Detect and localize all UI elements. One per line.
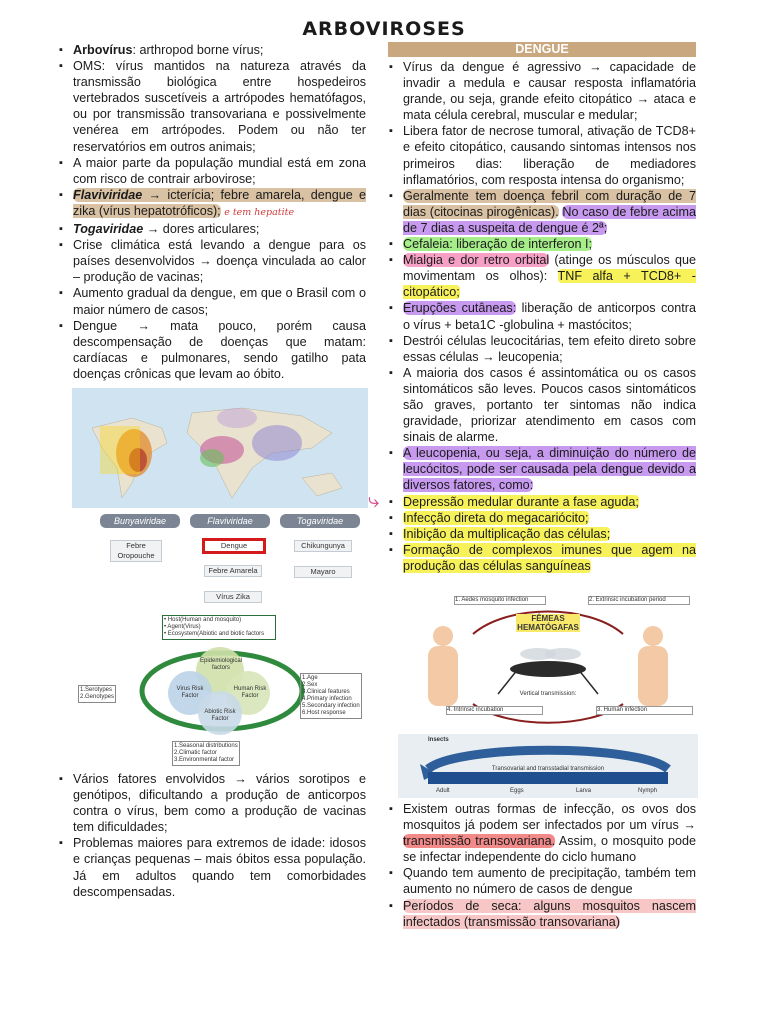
virus-febre-amarela: Febre Amarela <box>204 565 262 577</box>
mosquito-arrow-label: Transovarial and transstadial transmission <box>491 766 605 772</box>
section-header: DENGUE <box>388 42 696 57</box>
bracket-arrow-icon: ⤷ <box>368 490 380 512</box>
list-item: ▪ OMS: vírus mantidos na natureza através da transmissão biológica entre hospedeiros vertebrados suscetíveis a artrópodes hematófagos, ou por transmissão transovariana e possivelmente venérea em artrópodes. Podem ou não ter reservatórios em outros animais; <box>58 58 366 155</box>
family-flaviviridae: Flaviviridae <box>190 514 270 528</box>
taxonomy-figure <box>72 508 368 613</box>
right-column <box>388 42 696 574</box>
list-item: ▪ Vírus da dengue é agressivo → capacidade de invadir a medula e causar resposta inflamatória grande, ou seja, grande efeito citopático → ataca e mata célula cerebral, muscular e medular; <box>388 59 696 123</box>
list-item: ▪ Flaviviridae → icterícia; febre amarela, dengue e zika (vírus hepatotróficos); e tem hepatite <box>58 187 366 221</box>
mosquito-label: FÊMEAS HEMATÓGAFAS <box>517 614 579 632</box>
page-title: ARBOVIROSES <box>302 18 466 40</box>
left-column-bottom <box>58 771 366 900</box>
list-item: ▪ Infecção direta do megacariócito; <box>388 510 696 526</box>
list-item: ▪ Períodos de seca: alguns mosquitos nascem infectados (transmissão transovariana) <box>388 898 696 930</box>
list-item: ▪ Destrói células leucocitárias, tem efeito direto sobre essas células → leucopenia; <box>388 333 696 365</box>
epi-abiotic: Abiotic Risk Factor <box>204 709 236 722</box>
family-togaviridae: Togaviridae <box>280 514 360 528</box>
list-item: ▪ Crise climática está levando a dengue para os países desenvolvidos → doença vinculada ao calor – produção de vacinas; <box>58 237 366 285</box>
list-item: ▪ Existem outras formas de infecção, os ovos dos mosquitos já podem ser infectados por um vírus → transmissão transovariana. Assim, o mosquito pode se infectar independente do ciclo humano <box>388 801 696 865</box>
epi-center: Epidemiological factors <box>200 658 243 671</box>
left-column <box>58 42 366 382</box>
mosquito-vertical: Vertical transmission: <box>519 691 577 697</box>
list-item: ▪ Arbovírus: arthropod borne vírus; <box>58 42 366 58</box>
mosquito-box4: 4. Intrinsic incubation <box>446 706 543 715</box>
list-item: ▪ Quando tem aumento de precipitação, também tem aumento no número de casos de dengue <box>388 865 696 897</box>
list-item: ▪ Aumento gradual da dengue, em que o Brasil com o maior número de casos; <box>58 285 366 317</box>
mosquito-box2: 2. Extrinsic incubation period <box>588 596 690 605</box>
epi-virus: Virus Risk Factor <box>176 686 204 699</box>
list-item: ▪ Vários fatores envolvidos → vários sorotipos e genótipos, dificultando a produção de anticorpos contra o vírus, bem como a produção de vacinas tem dificuldades; <box>58 771 366 835</box>
epi-top-box: • Host(Human and mosquito) • Agent(Virus) • Ecosystem(Abiotic and biotic factors <box>162 615 276 640</box>
family-bunyaviridae: Bunyaviridae <box>100 514 180 528</box>
list-item: ▪ Mialgia e dor retro orbital (atinge os músculos que movimentam os olhos): TNF alfa + TCD8+ - citopático; <box>388 252 696 300</box>
virus-zika: Vírus Zika <box>204 591 262 603</box>
virus-oropouche: Febre Oropouche <box>110 540 162 562</box>
list-item: ▪ Inibição da multiplicação das células; <box>388 526 696 542</box>
list-item: ▪ A maioria dos casos é assintomática ou os casos sintomáticos são leves. Poucos casos sintomáticos são graves, portanto ter sintomas não indica gravidade, priorizar atendimento em casos com sinais de alarme. <box>388 365 696 445</box>
epi-bottom-box: 1.Seasonal distributions 2.Climatic factor 3.Environmental factor <box>172 741 240 766</box>
virus-mayaro: Mayaro <box>294 566 352 578</box>
list-item: ▪ A maior parte da população mundial está em zona com risco de contrair arbovirose; <box>58 155 366 187</box>
epi-left-box: 1.Serotypes 2.Genotypes <box>78 685 116 703</box>
epi-human: Human Risk Factor <box>233 686 267 699</box>
virus-dengue: Dengue <box>202 538 266 554</box>
world-map-figure <box>72 388 368 508</box>
mosquito-cycle-figure <box>398 594 698 798</box>
list-item: ▪ Problemas maiores para extremos de idade: idosos e crianças pequenas – mais óbitos essa população. Já em adultos quando tem comorbidades descompensadas. <box>58 835 366 899</box>
handwritten-note: e tem hepatite <box>224 206 295 218</box>
epi-right-box: 1.Age 2.Sex 3.Clinical features 4.Primary infection 5.Secondary infection 6.Host response <box>300 673 362 719</box>
right-column-bottom <box>388 801 696 930</box>
mosquito-box3: 3. Human infection <box>596 706 693 715</box>
mosquito-insects: Insects <box>428 737 449 743</box>
mosquito-box1: 1. Aedes mosquito infection <box>454 596 546 605</box>
list-item: ▪ Geralmente tem doença febril com duração de 7 dias (citocinas pirogênicas). No caso de febre acima de 7 dias a suspeita de dengue é 2ª; <box>388 188 696 236</box>
epidemiology-figure <box>72 613 368 766</box>
list-item: ▪ Libera fator de necrose tumoral, ativação de TCD8+ e efeito citopático, causando sintomas intensos nos primeiros dias: liberação de mediadores inflamatórios, com resposta intensa do organismo; <box>388 123 696 187</box>
list-item: ▪ Dengue → mata pouco, porém causa descompensação de doenças que matam: cardíacas e pulmonares, sendo gatilho pata doenças crônicas que levam ao óbito. <box>58 318 366 382</box>
stage-larva: Larva <box>576 788 592 794</box>
list-item: ▪ A leucopenia, ou seja, a diminuição do número de leucócitos, pode ser causada pela dengue devido a diversos fatores, como: <box>388 445 696 493</box>
list-item: ▪ Togaviridae → dores articulares; <box>58 221 366 237</box>
stage-adult: Adult <box>436 788 450 794</box>
list-item: ▪ Cefaleia: liberação de interferon I; <box>388 236 696 252</box>
stage-eggs: Eggs <box>510 788 524 794</box>
virus-chikungunya: Chikungunya <box>294 540 352 552</box>
list-item: ▪ Depressão medular durante a fase aguda; <box>388 494 696 510</box>
stage-nymph: Nymph <box>638 788 658 794</box>
list-item: ▪ Erupções cutâneas: liberação de anticorpos contra o vírus + beta1C -globulina + mastócitos; <box>388 300 696 332</box>
list-item: ▪ Formação de complexos imunes que agem na produção das células sanguíneas <box>388 542 696 574</box>
